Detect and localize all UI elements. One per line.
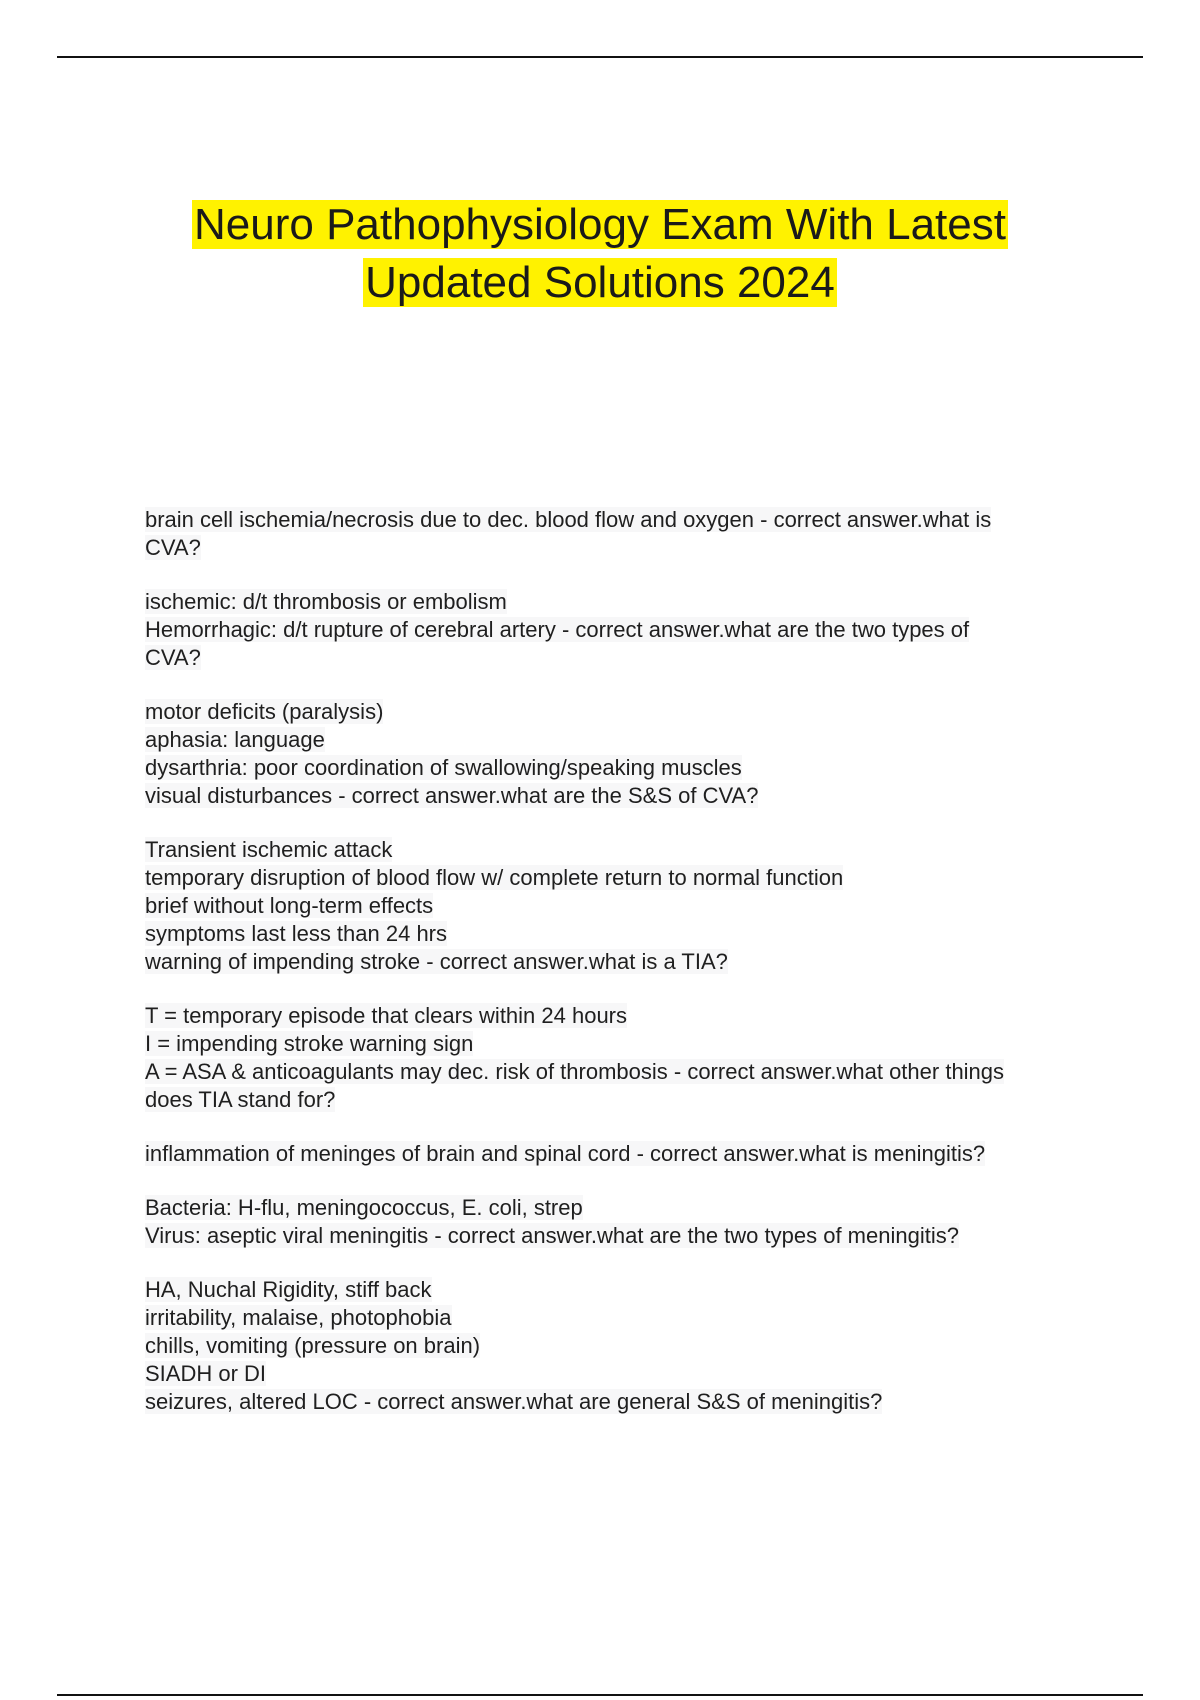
- entry-line: aphasia: language: [145, 727, 325, 752]
- entry-line: Virus: aseptic viral meningitis - correct answer.what are the two types of meningitis?: [145, 1223, 959, 1248]
- title-line-2: Updated Solutions 2024: [365, 258, 835, 307]
- entry-line: warning of impending stroke - correct answer.what is a TIA?: [145, 949, 728, 974]
- qa-entry: [145, 506, 1085, 562]
- entry-line: Bacteria: H-flu, meningococcus, E. coli, strep: [145, 1195, 583, 1220]
- bottom-rule: [57, 1694, 1143, 1696]
- entry-line: Transient ischemic attack: [145, 837, 393, 862]
- qa-entry: [145, 1194, 1085, 1250]
- document-title: [0, 196, 1200, 312]
- entry-line: HA, Nuchal Rigidity, stiff back: [145, 1277, 432, 1302]
- entry-line: temporary disruption of blood flow w/ complete return to normal function: [145, 865, 844, 890]
- entry-line: symptoms last less than 24 hrs: [145, 921, 448, 946]
- qa-entry: [145, 836, 1085, 976]
- entry-line: brief without long-term effects: [145, 893, 434, 918]
- qa-entry: [145, 1140, 1085, 1168]
- entry-line: A = ASA & anticoagulants may dec. risk of thrombosis - correct answer.what other things: [145, 1059, 1005, 1084]
- top-rule: [57, 56, 1143, 58]
- entry-line: chills, vomiting (pressure on brain): [145, 1333, 481, 1358]
- entry-line: does TIA stand for?: [145, 1087, 336, 1112]
- entry-line: inflammation of meninges of brain and spinal cord - correct answer.what is meningitis?: [145, 1141, 986, 1166]
- qa-entry: [145, 698, 1085, 810]
- entry-line: T = temporary episode that clears within 24 hours: [145, 1003, 628, 1028]
- title-line-1: Neuro Pathophysiology Exam With Latest: [194, 200, 1006, 249]
- entry-line: ischemic: d/t thrombosis or embolism: [145, 589, 507, 614]
- entry-line: CVA?: [145, 645, 201, 670]
- entry-line: brain cell ischemia/necrosis due to dec. blood flow and oxygen - correct answer.what is: [145, 507, 992, 532]
- entry-line: Hemorrhagic: d/t rupture of cerebral artery - correct answer.what are the two types of: [145, 617, 970, 642]
- entry-line: irritability, malaise, photophobia: [145, 1305, 452, 1330]
- entry-line: seizures, altered LOC - correct answer.what are general S&S of meningitis?: [145, 1389, 883, 1414]
- qa-entry: [145, 1276, 1085, 1416]
- qa-list: [145, 506, 1085, 1442]
- entry-line: dysarthria: poor coordination of swallowing/speaking muscles: [145, 755, 742, 780]
- entry-line: I = impending stroke warning sign: [145, 1031, 474, 1056]
- entry-line: CVA?: [145, 535, 201, 560]
- entry-line: motor deficits (paralysis): [145, 699, 384, 724]
- qa-entry: [145, 588, 1085, 672]
- qa-entry: [145, 1002, 1085, 1114]
- entry-line: visual disturbances - correct answer.what are the S&S of CVA?: [145, 783, 759, 808]
- entry-line: SIADH or DI: [145, 1361, 267, 1386]
